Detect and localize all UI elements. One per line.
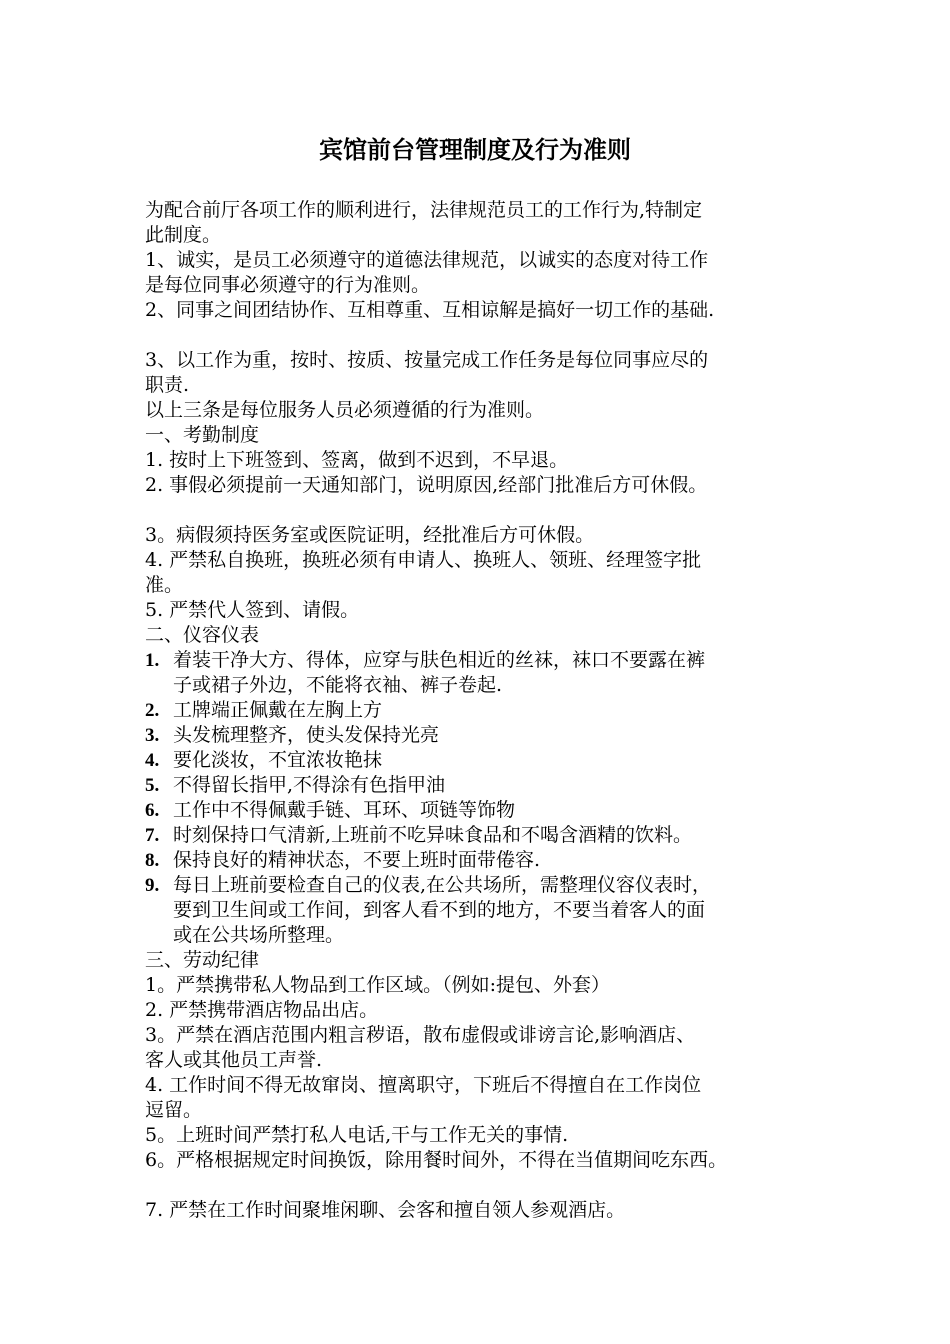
list-number: 6. [145,800,160,821]
list-number: 1. [145,650,160,671]
blank-line [145,1173,825,1198]
list-item-cont: 要到卫生间或工作间，到客人看不到的地方，不要当着客人的面 [173,899,706,921]
principle-3-cont: 职责. [145,374,190,396]
list-number: 8. [145,850,160,871]
list-item-text: 工作中不得佩戴手链、耳环、项链等饰物 [173,799,516,821]
discipline-item-7: 7. 严禁在工作时间聚堆闲聊、会客和擅自领人参观酒店。 [145,1199,626,1221]
discipline-item-4-cont: 逗留。 [145,1099,203,1121]
principle-2: 2、同事之间团结协作、互相尊重、互相谅解是搞好一切工作的基础. [145,299,715,321]
blank-line [145,498,825,523]
attendance-item-5: 5. 严禁代人签到、请假。 [145,599,360,621]
attendance-item-3: 3。病假须持医务室或医院证明，经批准后方可休假。 [145,524,595,546]
discipline-item-4: 4. 工作时间不得无故窜岗、擅离职守，下班后不得擅自在工作岗位 [145,1074,702,1096]
blank-line [145,323,825,348]
principle-1: 1、诚实，是员工必须遵守的道德法律规范，以诚实的态度对待工作 [145,249,709,271]
appearance-item [145,873,825,948]
list-item-cont: 子或裙子外边，不能将衣袖、裤子卷起. [173,674,503,696]
discipline-item-1: 1。严禁携带私人物品到工作区域。（例如:提包、外套） [145,974,610,996]
document-body [145,198,825,1223]
appearance-item [145,848,825,873]
discipline-item-3-cont: 客人或其他员工声誉. [145,1049,323,1071]
discipline-item-3: 3。严禁在酒店范围内粗言秽语，散布虚假或诽谤言论,影响酒店、 [145,1024,696,1046]
appearance-item [145,773,825,798]
list-item-cont: 或在公共场所整理。 [173,924,345,946]
intro-line: 为配合前厅各项工作的顺利进行，法律规范员工的工作行为,特制定 [145,199,703,221]
discipline-item-5: 5。上班时间严禁打私人电话,干与工作无关的事情. [145,1124,569,1146]
document-title: 宾馆前台管理制度及行为准则 [319,136,631,164]
appearance-item [145,698,825,723]
discipline-item-6: 6。严格根据规定时间换饭，除用餐时间外，不得在当值期间吃东西。 [145,1149,728,1171]
list-number: 9. [145,875,160,896]
attendance-item-4-cont: 准。 [145,574,184,596]
section-heading-discipline: 三、劳动纪律 [145,949,260,971]
appearance-item [145,648,825,698]
list-item-text: 时刻保持口气清新,上班前不吃异味食品和不喝含酒精的饮料。 [173,824,693,846]
list-item-text: 要化淡妆，不宜浓妆艳抹 [173,749,383,771]
list-number: 3. [145,725,160,746]
principle-3: 3、以工作为重，按时、按质、按量完成工作任务是每位同事应尽的 [145,349,709,371]
list-item-text: 保持良好的精神状态，不要上班时面带倦容. [173,849,541,871]
section-heading-appearance: 二、仪容仪表 [145,624,260,646]
list-number: 5. [145,775,160,796]
appearance-item [145,798,825,823]
list-number: 2. [145,700,160,721]
list-number: 4. [145,750,160,771]
appearance-item [145,823,825,848]
appearance-item [145,748,825,773]
appearance-item [145,723,825,748]
list-number: 7. [145,825,160,846]
attendance-item-2: 2. 事假必须提前一天通知部门，说明原因,经部门批准后方可休假。 [145,474,708,496]
principle-1-cont: 是每位同事必须遵守的行为准则。 [145,274,431,296]
list-item-text: 着装干净大方、得体，应穿与肤色相近的丝袜，袜口不要露在裤 [173,649,706,671]
list-item-text: 不得留长指甲,不得涂有色指甲油 [173,774,446,796]
attendance-item-4: 4. 严禁私自换班，换班必须有申请人、换班人、领班、经理签字批 [145,549,702,571]
attendance-item-1: 1. 按时上下班签到、签离，做到不迟到，不早退。 [145,449,569,471]
list-item-text: 每日上班前要检查自己的仪表,在公共场所，需整理仪容仪表时， [173,874,712,896]
intro-line: 此制度。 [145,224,222,246]
principles-summary: 以上三条是每位服务人员必须遵循的行为准则。 [145,399,545,421]
list-item-text: 工牌端正佩戴在左胸上方 [173,699,383,721]
list-item-text: 头发梳理整齐，使头发保持光亮 [173,724,440,746]
section-heading-attendance: 一、考勤制度 [145,424,260,446]
discipline-item-2: 2. 严禁携带酒店物品出店。 [145,999,379,1021]
